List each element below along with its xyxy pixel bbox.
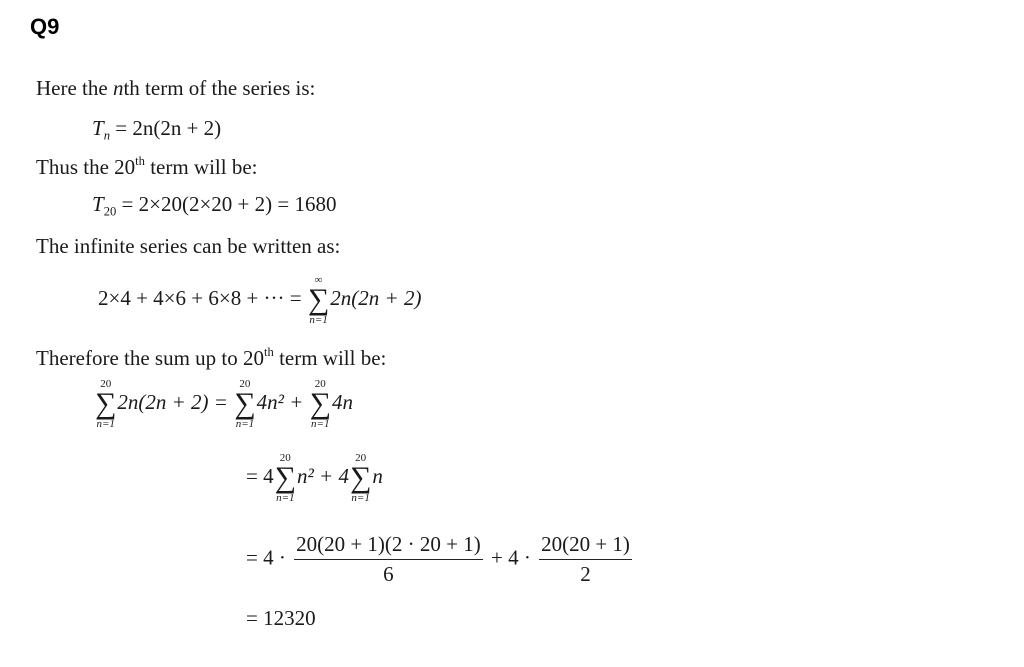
step1-s3-upper: 20 [314,378,326,390]
step2-summation-2 [350,452,371,504]
fraction-1-denominator: 6 [383,562,394,586]
infinite-upper-limit: ∞ [314,274,323,286]
fraction-2 [539,532,632,587]
step2-term-2: n [372,463,383,488]
sigma-symbol: ∑ [307,283,330,316]
final-result: = 12320 [246,606,316,630]
infinite-term: 2n(2n + 2) [330,285,422,310]
step2-s2-upper: 20 [355,452,367,464]
twentieth-term-intro [36,155,258,180]
t20-rhs: = 2×20(2×20 + 2) = 1680 [121,192,337,216]
step1-summation-1 [95,378,116,430]
sum-step-3 [246,532,635,587]
step1-s3-lower: n=1 [311,418,330,430]
nth-term-formula [92,116,221,141]
sum-intro-sup: th [264,345,274,360]
infinite-series-formula [98,274,421,326]
step1-s2-lower: n=1 [235,418,255,430]
step2-prefix: = 4 [246,463,274,488]
sigma-symbol: ∑ [234,387,256,420]
sum-step-2 [246,452,383,504]
fraction-1 [294,532,483,587]
sum-step-1 [94,378,353,430]
sum-intro-post: term will be: [273,346,387,370]
infinite-lhs: 2×4 + 4×6 + 6×8 + ··· = [98,285,302,310]
sum-intro [36,346,386,371]
step1-term-3: 4n [331,389,353,414]
nth-term-intro-text: Here the [36,76,108,100]
sum-intro-text: Therefore the sum up to 20 [36,346,265,370]
nth-term-intro-rest: th term of the series is: [123,76,316,100]
infinite-summation [308,274,329,326]
step1-term-1: 2n(2n + 2) = [117,389,228,414]
step1-term-2: 4n² + [256,389,304,414]
step2-term-1: n² + 4 [296,463,349,488]
fraction-1-numerator: 20(20 + 1)(2 · 20 + 1) [294,532,483,560]
step1-s1-upper: 20 [100,378,112,390]
twentieth-intro-text: Thus the 20 [36,155,136,179]
tn-subscript: n [103,128,110,143]
twentieth-intro-sup: th [135,154,145,169]
sigma-symbol: ∑ [274,461,296,494]
step1-s1-lower: n=1 [96,418,115,430]
tn-symbol: T [92,116,104,140]
step2-s1-upper: 20 [279,452,291,464]
nth-term-var: n [112,76,124,100]
sigma-symbol: ∑ [95,387,117,420]
sigma-symbol: ∑ [309,387,331,420]
step2-s2-lower: n=1 [351,492,370,504]
fraction-2-numerator: 20(20 + 1) [539,532,632,560]
step2-s1-lower: n=1 [276,492,295,504]
twentieth-intro-post: term will be: [144,155,258,179]
infinite-series-intro: The infinite series can be written as: [36,234,341,258]
t20-symbol: T [92,192,104,216]
twentieth-term-formula [92,192,336,217]
step3-middle: + 4 · [491,545,531,570]
step1-s2-upper: 20 [239,378,251,390]
step2-summation-1 [275,452,296,504]
step1-summation-3 [310,378,331,430]
infinite-lower-limit: n=1 [309,314,328,326]
t20-subscript: 20 [103,204,117,219]
tn-rhs: = 2n(2n + 2) [115,116,222,140]
step1-summation-2 [234,378,255,430]
step3-prefix: = 4 · [246,545,286,570]
sigma-symbol: ∑ [349,461,372,494]
question-label: Q9 [30,14,60,39]
nth-term-intro [36,76,315,101]
fraction-2-denominator: 2 [580,562,591,586]
